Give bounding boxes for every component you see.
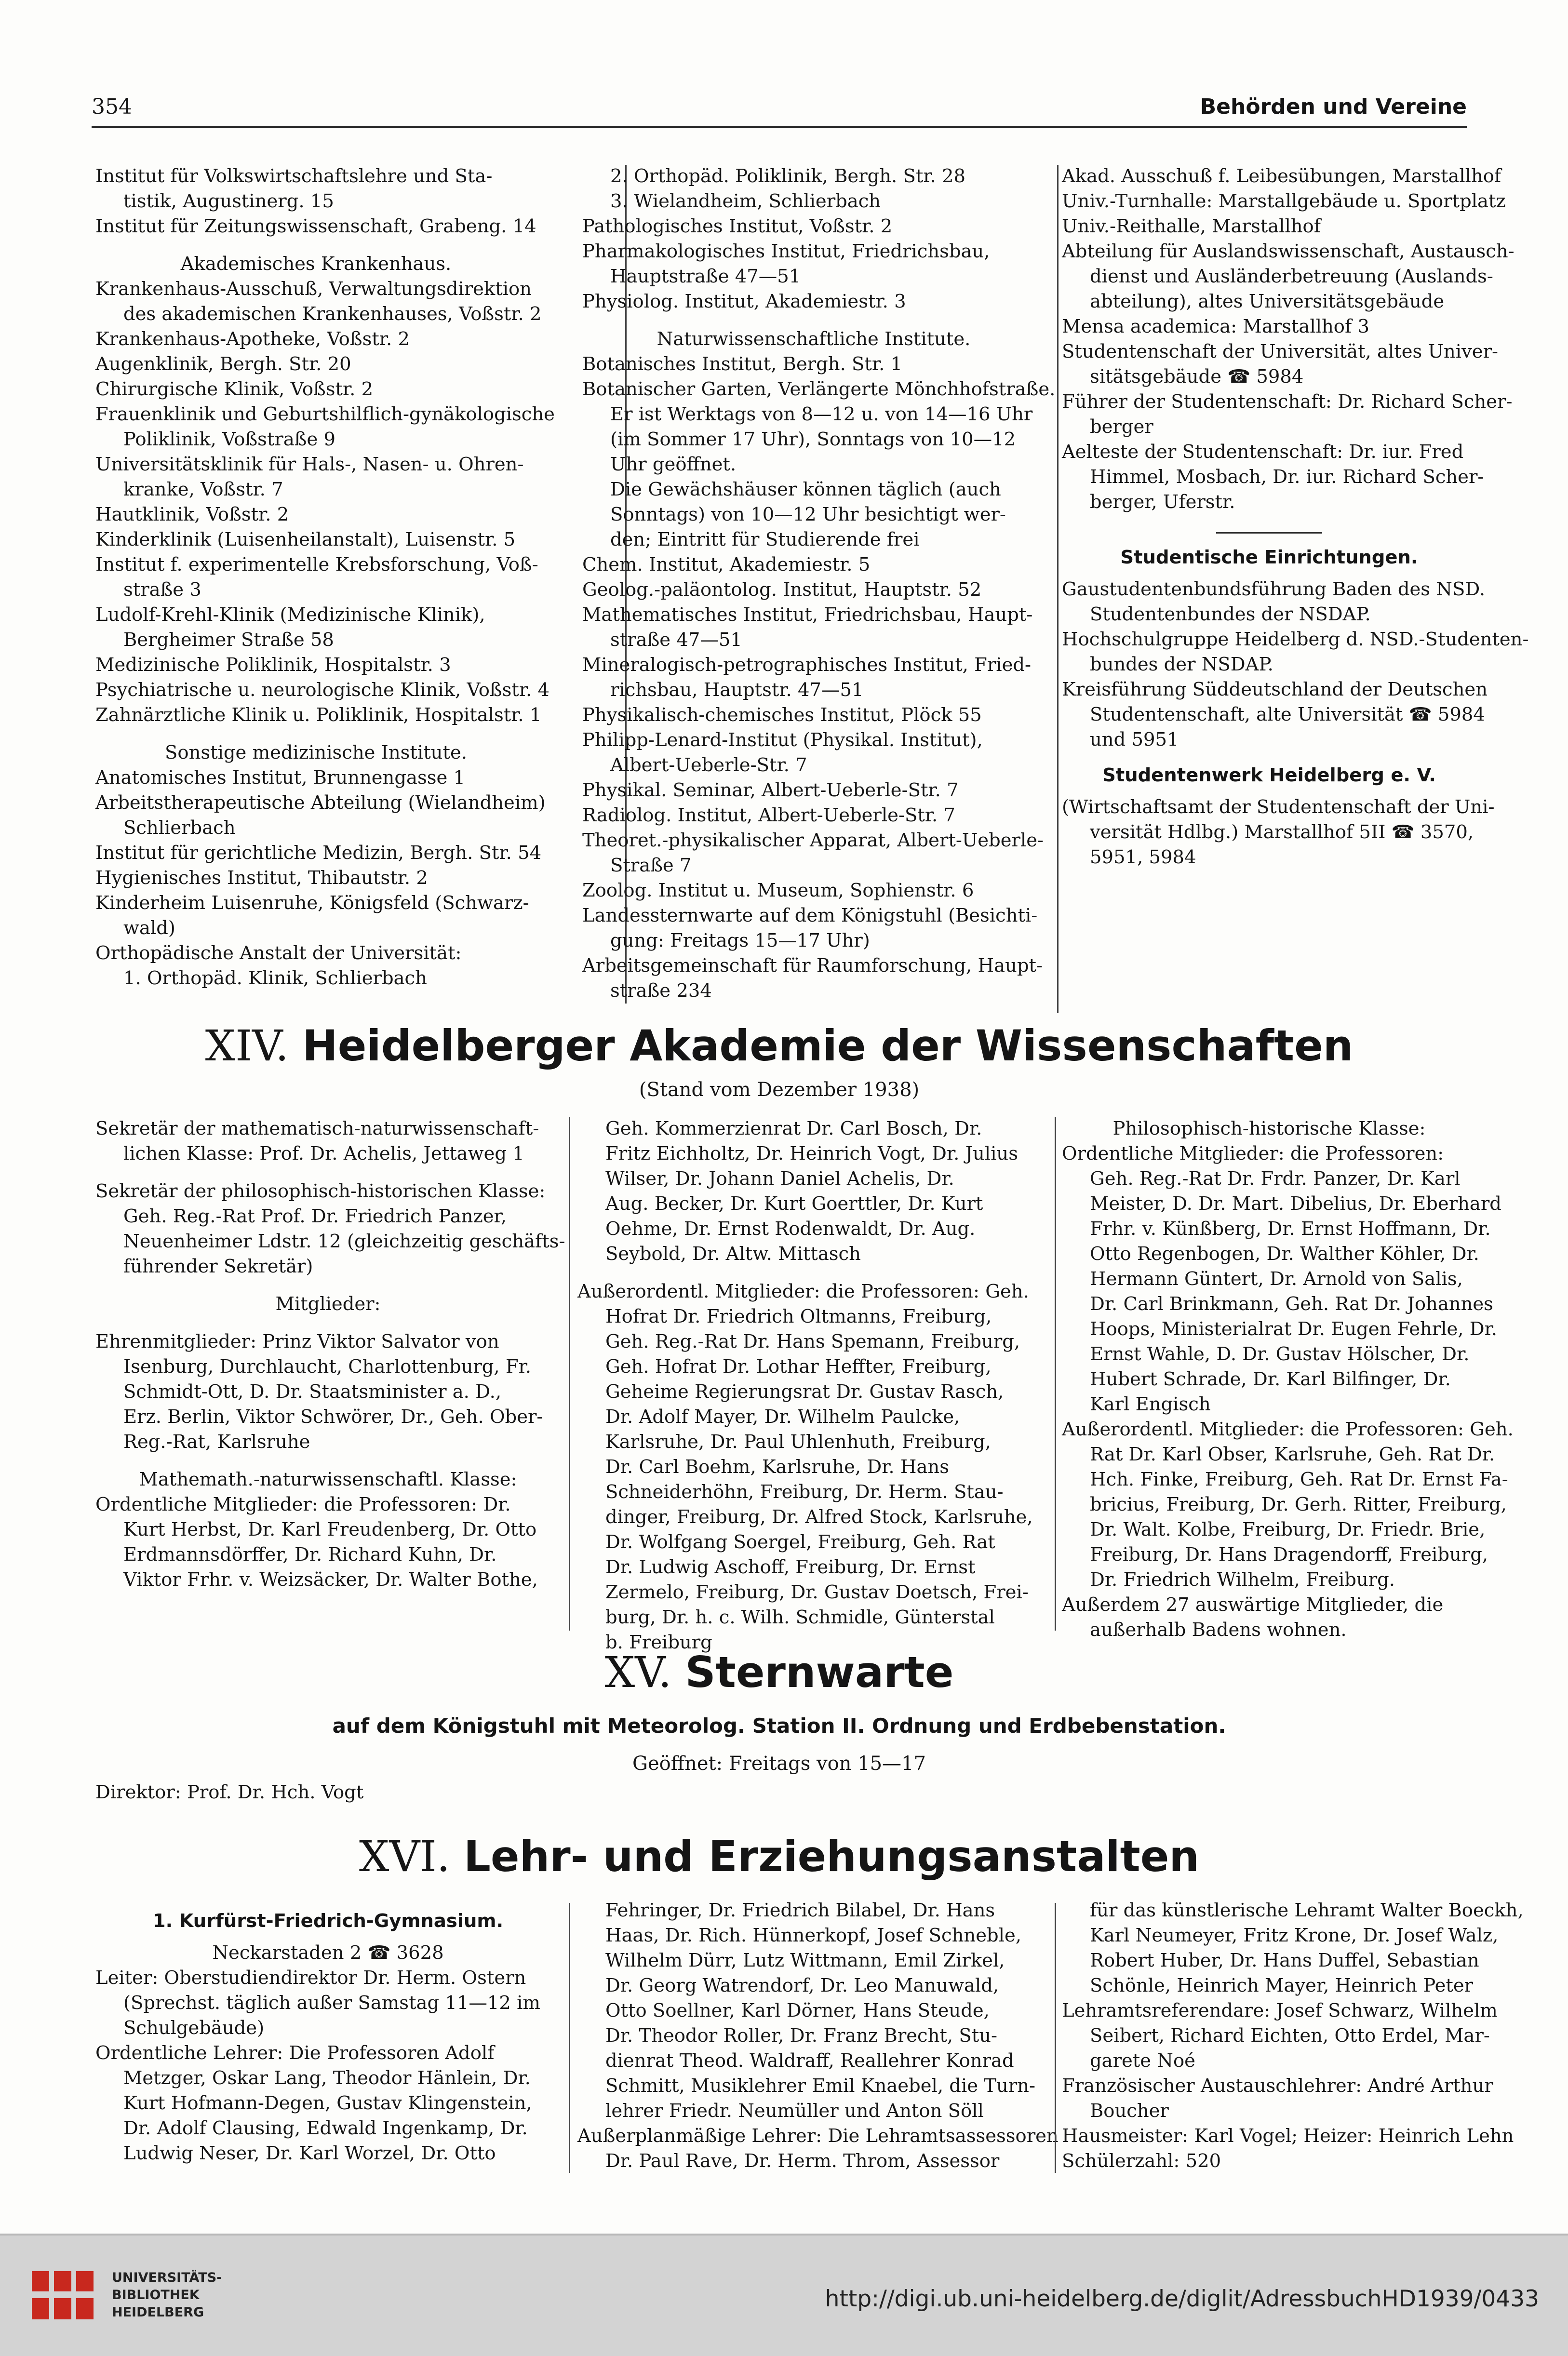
text-line: straße 3 <box>123 579 201 601</box>
text-line: Geh. Hofrat Dr. Lothar Heffter, Freiburg, <box>605 1356 992 1378</box>
text-line: Himmel, Mosbach, Dr. iur. Richard Scher- <box>1090 466 1484 488</box>
text-line: 5951, 5984 <box>1090 846 1196 868</box>
text-line: Studentenschaft der Universität, altes Univer- <box>1062 341 1498 362</box>
text-line: Seybold, Dr. Altw. Mittasch <box>605 1243 861 1265</box>
text-line: Zahnärztliche Klinik u. Poliklinik, Hospitalstr. 1 <box>95 704 542 726</box>
text-line: Ludwig Neser, Dr. Karl Worzel, Dr. Otto <box>123 2142 496 2164</box>
text-line: Albert-Ueberle-Str. 7 <box>610 754 807 776</box>
text-line: Mathematisches Institut, Friedrichsbau, Haupt- <box>582 604 1033 626</box>
text-line: straße 47—51 <box>610 629 742 651</box>
text-line: des akademischen Krankenhauses, Voßstr. 2 <box>123 303 542 325</box>
text-line: Karl Engisch <box>1090 1393 1211 1415</box>
text-line: Außerplanmäßige Lehrer: Die Lehramtsassessoren <box>577 2125 1059 2147</box>
text-line: Univ.-Reithalle, Marstallhof <box>1062 215 1321 237</box>
text-line: Abteilung für Auslandswissenschaft, Austausch- <box>1062 241 1514 262</box>
subsection-heading: 1. Kurfürst-Friedrich-Gymnasium. <box>152 1910 504 1932</box>
text-line: gung: Freitags 15—17 Uhr) <box>610 930 870 951</box>
text-line: Ordentliche Mitglieder: die Professoren: <box>1062 1143 1444 1165</box>
text-line: Botanischer Garten, Verlängerte Mönchhofstraße. <box>582 378 1056 400</box>
text-line: straße 234 <box>610 980 712 1002</box>
text-line: Kurt Herbst, Dr. Karl Freudenberg, Dr. Otto <box>123 1519 537 1540</box>
text-line: Leiter: Oberstudiendirektor Dr. Herm. Ostern <box>95 1967 526 1989</box>
text-line: Erdmannsdörffer, Dr. Richard Kuhn, Dr. <box>123 1544 497 1566</box>
text-line: Wilser, Dr. Johann Daniel Achelis, Dr. <box>605 1168 954 1190</box>
text-line: Physikal. Seminar, Albert-Ueberle-Str. 7 <box>582 779 959 801</box>
text-line: Physiolog. Institut, Akademiestr. 3 <box>582 291 906 312</box>
text-line: Führer der Studentenschaft: Dr. Richard Scher- <box>1062 391 1513 413</box>
text-line: Reg.-Rat, Karlsruhe <box>123 1431 310 1453</box>
text-line: Akad. Ausschuß f. Leibesübungen, Marstallhof <box>1062 165 1501 187</box>
text-line: Philosophisch-historische Klasse: <box>1112 1118 1426 1139</box>
text-line: für das künstlerische Lehramt Walter Boeckh, <box>1090 1900 1524 1921</box>
text-line: Sekretär der mathematisch-naturwissenschaft- <box>95 1118 539 1139</box>
text-line: Aelteste der Studentenschaft: Dr. iur. Fred <box>1062 441 1464 463</box>
library-name: UNIVERSITÄTS- BIBLIOTHEK HEIDELBERG <box>112 2270 222 2320</box>
text-line <box>95 239 536 252</box>
text-line: lichen Klasse: Prof. Dr. Achelis, Jettaweg 1 <box>123 1143 524 1165</box>
text-line: Isenburg, Durchlaucht, Charlottenburg, Fr. <box>123 1356 532 1378</box>
text-line: dienst und Ausländerbetreuung (Auslands- <box>1090 266 1493 287</box>
text-line: Geolog.-paläontolog. Institut, Hauptstr. 52 <box>582 579 982 601</box>
column-1 <box>95 164 555 991</box>
text-line: Chirurgische Klinik, Voßstr. 2 <box>95 378 374 400</box>
text-line: Ordentliche Lehrer: Die Professoren Adolf <box>95 2042 495 2064</box>
text-line: Schönle, Heinrich Mayer, Heinrich Peter <box>1090 1975 1474 1996</box>
text-line: Wilhelm Dürr, Lutz Wittmann, Emil Zirkel, <box>605 1950 1005 1971</box>
text-line: Geh. Reg.-Rat Prof. Dr. Friedrich Panzer, <box>123 1205 507 1227</box>
text-line: Bergheimer Straße 58 <box>123 629 334 651</box>
column-divider <box>1057 165 1059 1013</box>
text-line: dienrat Theod. Waldraff, Reallehrer Konrad <box>605 2050 1014 2072</box>
text-line: sitätsgebäude ☎ 5984 <box>1090 366 1304 388</box>
text-line: Medizinische Poliklinik, Hospitalstr. 3 <box>95 654 451 676</box>
column-3 <box>1062 164 1529 870</box>
text-line: Otto Regenbogen, Dr. Walther Köhler, Dr. <box>1090 1243 1479 1265</box>
text-line: tistik, Augustinerg. 15 <box>123 190 334 212</box>
text-line: Hausmeister: Karl Vogel; Heizer: Heinrich Lehn <box>1062 2125 1514 2147</box>
text-line: Kurt Hofmann-Degen, Gustav Klingenstein, <box>123 2092 532 2114</box>
library-logo-icon <box>29 2266 101 2324</box>
text-line: Sonstige medizinische Institute. <box>165 742 467 763</box>
text-line: Ludolf-Krehl-Klinik (Medizinische Klinik), <box>95 604 485 626</box>
text-line: Schulgebäude) <box>123 2017 265 2039</box>
text-line: Frhr. v. Künßberg, Dr. Ernst Hoffmann, Dr. <box>1090 1218 1491 1240</box>
text-line: Akademisches Krankenhaus. <box>180 253 452 275</box>
text-line: wald) <box>123 917 175 939</box>
text-line: Zermelo, Freiburg, Dr. Gustav Doetsch, Frei- <box>605 1581 1029 1603</box>
page-header <box>92 94 1467 129</box>
text-line <box>95 1279 561 1292</box>
section-title: Heidelberger Akademie der Wissenschaften <box>302 1021 1354 1071</box>
section-xiv-heading <box>92 1021 1467 1071</box>
text-line: Dr. Adolf Mayer, Dr. Wilhelm Paulcke, <box>605 1406 960 1428</box>
text-line <box>95 728 536 740</box>
column-2 <box>582 164 1056 1004</box>
text-line: Kreisführung Süddeutschland der Deutschen <box>1062 679 1488 700</box>
section-xv-hours: Geöffnet: Freitags von 15—17 <box>632 1753 926 1775</box>
running-title: Behörden und Vereine <box>1200 94 1467 119</box>
section-xiv-subtitle: (Stand vom Dezember 1938) <box>639 1079 920 1101</box>
text-line: Institut für Volkswirtschaftslehre und Sta- <box>95 165 493 187</box>
text-line: Mitglieder: <box>275 1293 381 1315</box>
text-line: Lehramtsreferendare: Josef Schwarz, Wilhelm <box>1062 2000 1498 2021</box>
section-number: XV. <box>604 1647 672 1697</box>
text-line: Geh. Reg.-Rat Dr. Hans Spemann, Freiburg, <box>605 1331 1020 1352</box>
text-line: Außerordentl. Mitglieder: die Professoren: Geh. <box>1062 1419 1514 1440</box>
text-line: Französischer Austauschlehrer: André Arthur <box>1062 2075 1493 2097</box>
footer-bar <box>0 2234 1568 2356</box>
text-line: bricius, Freiburg, Dr. Gerh. Ritter, Freiburg, <box>1090 1494 1507 1515</box>
subsection-heading: Studentische Einrichtungen. <box>1120 547 1418 568</box>
text-line: Rat Dr. Karl Obser, Karlsruhe, Geh. Rat Dr. <box>1090 1444 1495 1465</box>
text-line: Uhr geöffnet. <box>610 454 737 475</box>
text-line: Hoops, Ministerialrat Dr. Eugen Fehrle, Dr. <box>1090 1318 1498 1340</box>
text-line: Hautklinik, Voßstr. 2 <box>95 504 289 525</box>
section-number: XVI. <box>359 1832 450 1881</box>
text-line: berger, Uferstr. <box>1090 491 1235 513</box>
text-line: Kinderheim Luisenruhe, Königsfeld (Schwarz- <box>95 892 529 914</box>
text-line: bundes der NSDAP. <box>1090 654 1273 675</box>
text-line: Kinderklinik (Luisenheilanstalt), Luisenstr. 5 <box>95 529 516 550</box>
text-line: Physikalisch-chemisches Institut, Plöck 55 <box>582 704 982 726</box>
separator-rule <box>1216 532 1322 534</box>
text-line: Schmidt-Ott, D. Dr. Staatsminister a. D., <box>123 1381 502 1403</box>
section-title: Lehr- und Erziehungsanstalten <box>463 1832 1200 1881</box>
text-line: Geh. Kommerzienrat Dr. Carl Bosch, Dr. <box>605 1118 982 1139</box>
text-line: berger <box>1090 416 1153 438</box>
section-xv-director: Direktor: Prof. Dr. Hch. Vogt <box>95 1781 364 1803</box>
text-line: Sonntags) von 10—12 Uhr besichtigt wer- <box>610 504 1006 525</box>
text-line: Otto Soellner, Karl Dörner, Hans Steude, <box>605 2000 990 2021</box>
text-line <box>582 314 1045 327</box>
text-line: Ordentliche Mitglieder: die Professoren: Dr. <box>95 1494 511 1515</box>
text-line: Dr. Adolf Clausing, Edwald Ingenkamp, Dr. <box>123 2117 528 2139</box>
text-line: Institut für Zeitungswissenschaft, Grabeng. 14 <box>95 215 536 237</box>
text-line: außerhalb Badens wohnen. <box>1090 1619 1347 1641</box>
text-line: Geheime Regierungsrat Dr. Gustav Rasch, <box>605 1381 1004 1403</box>
text-line: Naturwissenschaftliche Institute. <box>657 328 971 350</box>
text-line: Philipp-Lenard-Institut (Physikal. Institut), <box>582 729 983 751</box>
s16-column-2 <box>577 1898 1059 2174</box>
text-line: Außerordentl. Mitglieder: die Professoren: Geh. <box>577 1281 1029 1302</box>
text-line: (im Sommer 17 Uhr), Sonntags von 10—12 <box>610 428 1016 450</box>
text-line <box>577 1267 1045 1279</box>
text-line: Mineralogisch-petrographisches Institut, Fried- <box>582 654 1032 676</box>
text-line: Metzger, Oskar Lang, Theodor Hänlein, Dr. <box>123 2067 531 2089</box>
text-line: Hochschulgruppe Heidelberg d. NSD.-Studenten- <box>1062 629 1529 650</box>
text-line: Dr. Ludwig Aschoff, Freiburg, Dr. Ernst <box>605 1556 976 1578</box>
text-line: 2. Orthopäd. Poliklinik, Bergh. Str. 28 <box>610 165 966 187</box>
text-line: Fritz Eichholtz, Dr. Heinrich Vogt, Dr. Julius <box>605 1143 1018 1165</box>
text-line: 1. Orthopäd. Klinik, Schlierbach <box>123 967 427 989</box>
text-line <box>95 1317 561 1329</box>
text-line: Aug. Becker, Dr. Kurt Goerttler, Dr. Kurt <box>605 1193 983 1215</box>
text-line: Theoret.-physikalischer Apparat, Albert-Ueberle- <box>582 830 1044 851</box>
s14-column-3 <box>1062 1116 1514 1643</box>
text-line: Orthopädische Anstalt der Universität: <box>95 942 462 964</box>
text-line: Boucher <box>1090 2100 1169 2122</box>
text-line: lehrer Friedr. Neumüller und Anton Söll <box>605 2100 984 2122</box>
text-line: Psychiatrische u. neurologische Klinik, Voßstr. 4 <box>95 679 549 701</box>
text-line: Freiburg, Dr. Hans Dragendorff, Freiburg, <box>1090 1544 1488 1566</box>
text-line: Studentenschaft, alte Universität ☎ 5984 <box>1090 704 1485 725</box>
section-xv-heading <box>92 1647 1467 1697</box>
text-line: Hch. Finke, Freiburg, Geh. Rat Dr. Ernst Fa- <box>1090 1469 1508 1490</box>
text-line: Ehrenmitglieder: Prinz Viktor Salvator von <box>95 1331 499 1352</box>
text-line: Schneiderhöhn, Freiburg, Dr. Herm. Stau- <box>605 1481 1004 1503</box>
text-line: Pathologisches Institut, Voßstr. 2 <box>582 215 893 237</box>
text-line: (Sprechst. täglich außer Samstag 11—12 im <box>123 1992 540 2014</box>
text-line: kranke, Voßstr. 7 <box>123 479 283 500</box>
text-line: Die Gewächshäuser können täglich (auch <box>610 479 1001 500</box>
column-divider <box>569 1117 570 1631</box>
text-line: Anatomisches Institut, Brunnengasse 1 <box>95 767 465 789</box>
text-line: Haas, Dr. Rich. Hünnerkopf, Josef Schneble, <box>605 1925 1021 1946</box>
section-number: XIV. <box>205 1021 289 1071</box>
subsection-heading: Studentenwerk Heidelberg e. V. <box>1102 764 1436 786</box>
section-title: Sternwarte <box>685 1647 954 1697</box>
text-line: abteilung), altes Universitätsgebäude <box>1090 291 1445 312</box>
text-line: Ernst Wahle, D. Dr. Gustav Hölscher, Dr. <box>1090 1343 1470 1365</box>
text-line <box>95 1166 561 1179</box>
text-line: Seibert, Richard Eichten, Otto Erdel, Mar- <box>1090 2025 1490 2047</box>
text-line: Neckarstaden 2 ☎ 3628 <box>212 1942 444 1964</box>
text-line: Oehme, Dr. Ernst Rodenwaldt, Dr. Aug. <box>605 1218 976 1240</box>
text-line: Geh. Reg.-Rat Dr. Frdr. Panzer, Dr. Karl <box>1090 1168 1461 1190</box>
s14-column-2 <box>577 1116 1045 1655</box>
text-line: Außerdem 27 auswärtige Mitglieder, die <box>1062 1594 1444 1616</box>
text-line: versität Hdlbg.) Marstallhof 5II ☎ 3570, <box>1090 821 1474 843</box>
text-line: (Wirtschaftsamt der Studentenschaft der Uni- <box>1062 796 1495 818</box>
text-line: Karl Neumeyer, Fritz Krone, Dr. Josef Walz, <box>1090 1925 1499 1946</box>
section-xvi-heading <box>92 1832 1467 1881</box>
text-line: Poliklinik, Voßstraße 9 <box>123 428 336 450</box>
text-line: Dr. Wolfgang Soergel, Freiburg, Geh. Rat <box>605 1531 995 1553</box>
text-line: Fehringer, Dr. Friedrich Bilabel, Dr. Hans <box>605 1900 995 1921</box>
text-line: Pharmakologisches Institut, Friedrichsbau, <box>582 241 990 262</box>
text-line: Karlsruhe, Dr. Paul Uhlenhuth, Freiburg, <box>605 1431 991 1453</box>
s16-column-3 <box>1062 1898 1524 2174</box>
text-line: den; Eintritt für Studierende frei <box>610 529 920 550</box>
s16-column-1 <box>95 1898 561 2166</box>
text-line: Schmitt, Musiklehrer Emil Knaebel, die Turn- <box>605 2075 1035 2097</box>
text-line: Schülerzahl: 520 <box>1062 2150 1221 2172</box>
text-line: Univ.-Turnhalle: Marstallgebäude u. Sportplatz <box>1062 190 1506 212</box>
text-line: Arbeitsgemeinschaft für Raumforschung, Haupt- <box>582 955 1043 977</box>
text-line: Schlierbach <box>123 817 236 839</box>
text-line: Gaustudentenbundsführung Baden des NSD. <box>1062 578 1486 600</box>
text-line: Universitätsklinik für Hals-, Nasen- u. Ohren- <box>95 454 524 475</box>
text-line: Hubert Schrade, Dr. Karl Bilfinger, Dr. <box>1090 1368 1451 1390</box>
text-line: richsbau, Hauptstr. 47—51 <box>610 679 864 701</box>
text-line: Mensa academica: Marstallhof 3 <box>1062 316 1369 337</box>
text-line: Hauptstraße 47—51 <box>610 266 801 287</box>
text-line: Dr. Paul Rave, Dr. Herm. Throm, Assessor <box>605 2150 1000 2172</box>
text-line: Hygienisches Institut, Thibautstr. 2 <box>95 867 428 889</box>
text-line: Landessternwarte auf dem Königstuhl (Besichti- <box>582 905 1038 926</box>
text-line: Dr. Theodor Roller, Dr. Franz Brecht, Stu- <box>605 2025 997 2047</box>
text-line: Viktor Frhr. v. Weizsäcker, Dr. Walter Bothe, <box>123 1569 538 1591</box>
text-line: Neuenheimer Ldstr. 12 (gleichzeitig geschäfts- <box>123 1231 565 1252</box>
text-line: Erz. Berlin, Viktor Schwörer, Dr., Geh. Ober- <box>123 1406 543 1428</box>
text-line: 3. Wielandheim, Schlierbach <box>610 190 881 212</box>
text-line: b. Freiburg <box>605 1632 712 1653</box>
text-line: Hermann Güntert, Dr. Arnold von Salis, <box>1090 1268 1463 1290</box>
text-line: Krankenhaus-Ausschuß, Verwaltungsdirektion <box>95 278 532 300</box>
text-line: Radiolog. Institut, Albert-Ueberle-Str. 7 <box>582 804 955 826</box>
source-url[interactable]: http://digi.ub.uni-heidelberg.de/diglit/AdressbuchHD1939/0433 <box>825 2286 1539 2312</box>
header-rule <box>92 126 1467 128</box>
text-line: Krankenhaus-Apotheke, Voßstr. 2 <box>95 328 410 350</box>
text-line: burg, Dr. h. c. Wilh. Schmidle, Günterstal <box>605 1606 995 1628</box>
text-line: und 5951 <box>1090 729 1179 750</box>
text-line: Zoolog. Institut u. Museum, Sophienstr. 6 <box>582 880 974 901</box>
text-line: Dr. Carl Brinkmann, Geh. Rat Dr. Johannes <box>1090 1293 1493 1315</box>
text-line <box>95 1455 561 1467</box>
text-line: Frauenklinik und Geburtshilflich-gynäkologische <box>95 403 555 425</box>
text-line: Augenklinik, Bergh. Str. 20 <box>95 353 351 375</box>
text-line: Botanisches Institut, Bergh. Str. 1 <box>582 353 903 375</box>
section-xv-subtitle: auf dem Königstuhl mit Meteorolog. Station II. Ordnung und Erdbebenstation. <box>332 1714 1226 1738</box>
text-line: Arbeitstherapeutische Abteilung (Wielandheim) <box>95 792 546 814</box>
text-line: Er ist Werktags von 8—12 u. von 14—16 Uhr <box>610 403 1033 425</box>
s14-column-1 <box>95 1116 565 1593</box>
text-line: Sekretär der philosophisch-historischen Klasse: <box>95 1180 546 1202</box>
text-line: Studentenbundes der NSDAP. <box>1090 603 1371 625</box>
text-line: Robert Huber, Dr. Hans Duffel, Sebastian <box>1090 1950 1479 1971</box>
text-line: Dr. Friedrich Wilhelm, Freiburg. <box>1090 1569 1395 1591</box>
column-divider <box>1055 1903 1056 2173</box>
text-line: dinger, Freiburg, Dr. Alfred Stock, Karlsruhe, <box>605 1506 1033 1528</box>
text-line: Dr. Walt. Kolbe, Freiburg, Dr. Friedr. Brie, <box>1090 1519 1486 1540</box>
column-divider <box>569 1903 570 2173</box>
text-line: Chem. Institut, Akademiestr. 5 <box>582 554 871 576</box>
text-line: Straße 7 <box>610 855 692 876</box>
text-line: Mathemath.-naturwissenschaftl. Klasse: <box>139 1469 517 1490</box>
text-line: Dr. Georg Watrendorf, Dr. Leo Manuwald, <box>605 1975 999 1996</box>
text-line: Institut für gerichtliche Medizin, Bergh. Str. 54 <box>95 842 542 864</box>
text-line: Meister, D. Dr. Mart. Dibelius, Dr. Eberhard <box>1090 1193 1501 1215</box>
text-line: Dr. Carl Boehm, Karlsruhe, Dr. Hans <box>605 1456 949 1478</box>
page-number: 354 <box>92 94 132 119</box>
text-line: garete Noé <box>1090 2050 1195 2072</box>
text-line: führender Sekretär) <box>123 1256 313 1277</box>
text-line: Hofrat Dr. Friedrich Oltmanns, Freiburg, <box>605 1306 992 1327</box>
text-line: Institut f. experimentelle Krebsforschung, Voß- <box>95 554 538 576</box>
column-divider <box>1055 1117 1056 1631</box>
